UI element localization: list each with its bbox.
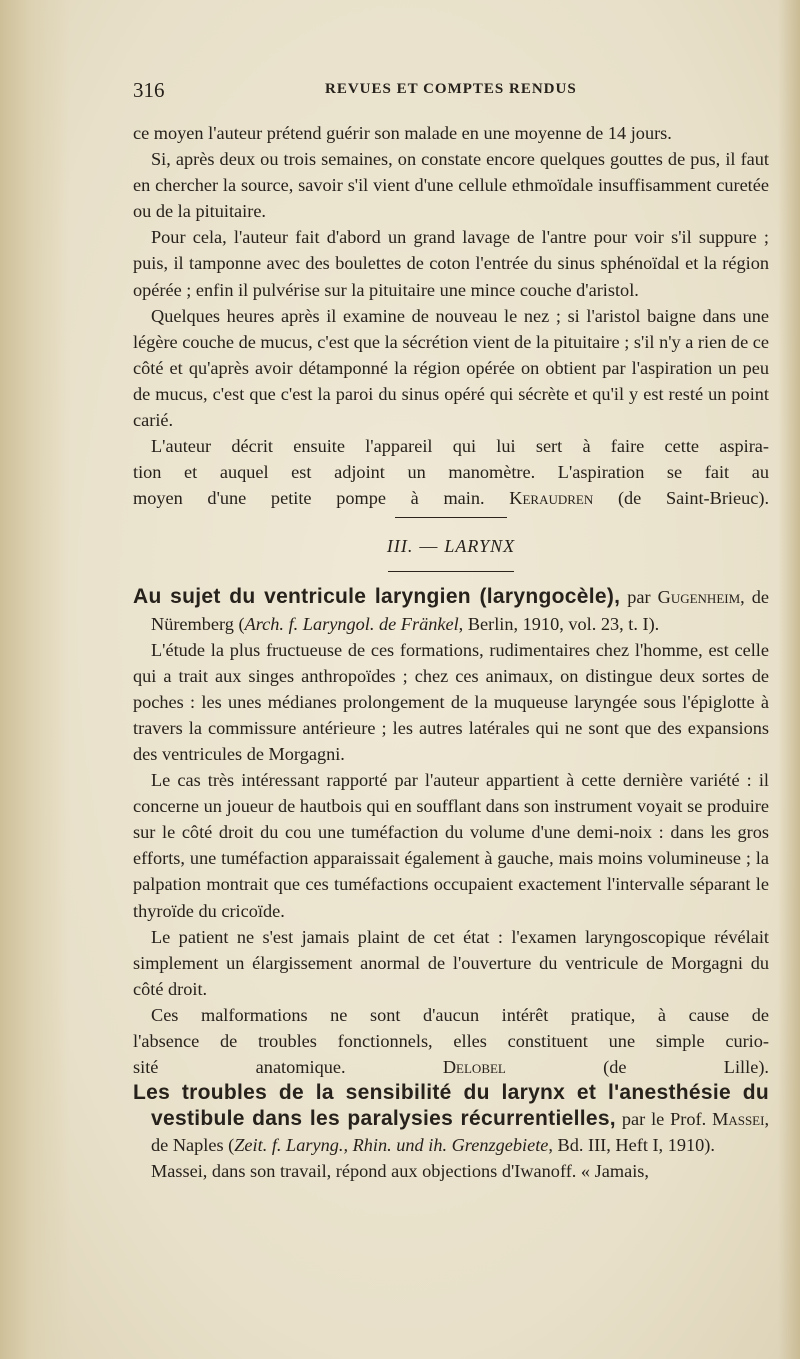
reviewer-affiliation: (de Lille). [603,1057,769,1078]
section-dash: — [419,536,439,557]
paragraph-signed [133,433,769,511]
section-title: LARYNX [444,536,516,557]
article-reference: le Prof. [651,1109,713,1130]
page-shadow-left [0,0,70,1359]
text-line: sité anatomique. [133,1057,346,1078]
paragraph: Le patient ne s'est jamais plaint de cet état : l'examen laryngoscopique révélait simplement un élargissement anormal de l'ouverture du ventricule de Morgagni du côté droit. [133,926,769,999]
article-header [133,584,769,636]
text-line: Ces malformations ne sont d'aucun intérêt pratique, à cause de [151,1004,769,1025]
running-title: REVUES ET COMPTES RENDUS [325,81,577,97]
paragraph: Massei, dans son travail, répond aux objections d'Iwanoff. « Jamais, [151,1161,649,1182]
separator-rule [395,517,507,518]
text-line: L'auteur décrit ensuite l'appareil qui lui sert à faire cette aspira- [151,436,769,457]
reviewer-name: Delobel [442,1057,506,1078]
paragraph: Si, après deux ou trois semaines, on constate encore quelques gouttes de pus, il faut en chercher la source, savoir s'il vient d'une cellule ethmoïdale insuffisamment curetée ou de la pituitaire. [133,149,769,222]
page-body [133,120,769,1185]
signature-line [133,485,769,511]
paragraph: Quelques heures après il examine de nouveau le nez ; si l'aristol baigne dans une légère couche de mucus, c'est que la sécrétion vient de la pituitaire ; s'il n'y a rien de ce côté et qu'après avoir détamponné la région opérée on obtient par l'aspiration un peu de mucus, c'est que c'est la paroi du sinus opéré qui sécrète et qu'il y est resté un point carié. [133,305,769,431]
section-underline [388,571,514,572]
signature-line [133,1054,769,1080]
section-heading [133,536,769,557]
text-line: moyen d'une petite pompe à main. [133,488,485,509]
article-by: par [621,1109,646,1130]
reviewer-name: Keraudren [509,488,594,509]
article-by: par [627,587,651,608]
text-line: tion et auquel est adjoint un manomètre. L'aspiration se fait au [133,462,769,483]
running-header [133,78,769,102]
section-numeral: III. [386,536,414,557]
page-shadow-right [778,0,800,1359]
journal-name: Arch. f. Laryngol. de Fränkel [244,613,459,634]
paragraph-signed [133,1002,769,1080]
article-reference-mid: , de Naples ( [151,1109,770,1156]
article-header [133,1080,769,1158]
page-number: 316 [133,78,165,102]
article-title: Les troubles de la sensibilité du larynx et l'anesthésie du vestibule dans les paralysies récurrentielles, [133,1081,769,1131]
paragraph: ce moyen l'auteur prétend guérir son malade en une moyenne de 14 jours. [133,123,672,143]
article-author: Massei [712,1109,765,1130]
article-reference: , de Nüremberg ( [151,587,769,634]
paragraph: Pour cela, l'auteur fait d'abord un grand lavage de l'antre pour voir s'il suppure ; puis, il tamponne avec des boulettes de coton l'entrée du sinus sphénoïdal et la région opérée ; enfin il pulvérise sur la pituitaire une mince couche d'aristol. [133,227,769,300]
reviewer-affiliation: (de Saint-Brieuc). [617,488,770,509]
paragraph: L'étude la plus fructueuse de ces formations, rudimentaires chez l'homme, est celle qui a trait aux singes anthropoïdes ; chez ces animaux, on distingue deux sortes de poches : les unes médianes prolongement de la muqueuse laryngée sous l'épiglotte à travers la commissure antérieure ; les autres latérales qui ne sont que des expansions des ventricules de Morgagni. [133,639,769,764]
article-author: Gugenheim [657,587,741,608]
paragraph: Le cas très intéressant rapporté par l'auteur appartient à cette dernière variété : il concerne un joueur de hautbois qui en soufflant dans son instrument voyait se produire sur le côté droit du cou une tuméfaction du volume d'une demi-noix : dans les gros efforts, une tuméfaction apparaissait également à gauche, mais moins volumineuse ; la palpation montrait que ces tuméfactions occupaient exactement l'intervalle séparant le thyroïde du cricoïde. [133,770,769,921]
article-title: Au sujet du ventricule laryngien (laryngocèle), [133,585,621,609]
text-line: l'absence de troubles fonctionnels, elles constituent une simple curio- [133,1031,769,1051]
article-reference-end: , Berlin, 1910, vol. 23, t. I). [458,613,660,634]
journal-name: Zeit. f. Laryng., Rhin. und ih. Grenzgebiete [234,1135,549,1156]
article-reference-end: , Bd. III, Heft I, 1910). [548,1135,715,1156]
